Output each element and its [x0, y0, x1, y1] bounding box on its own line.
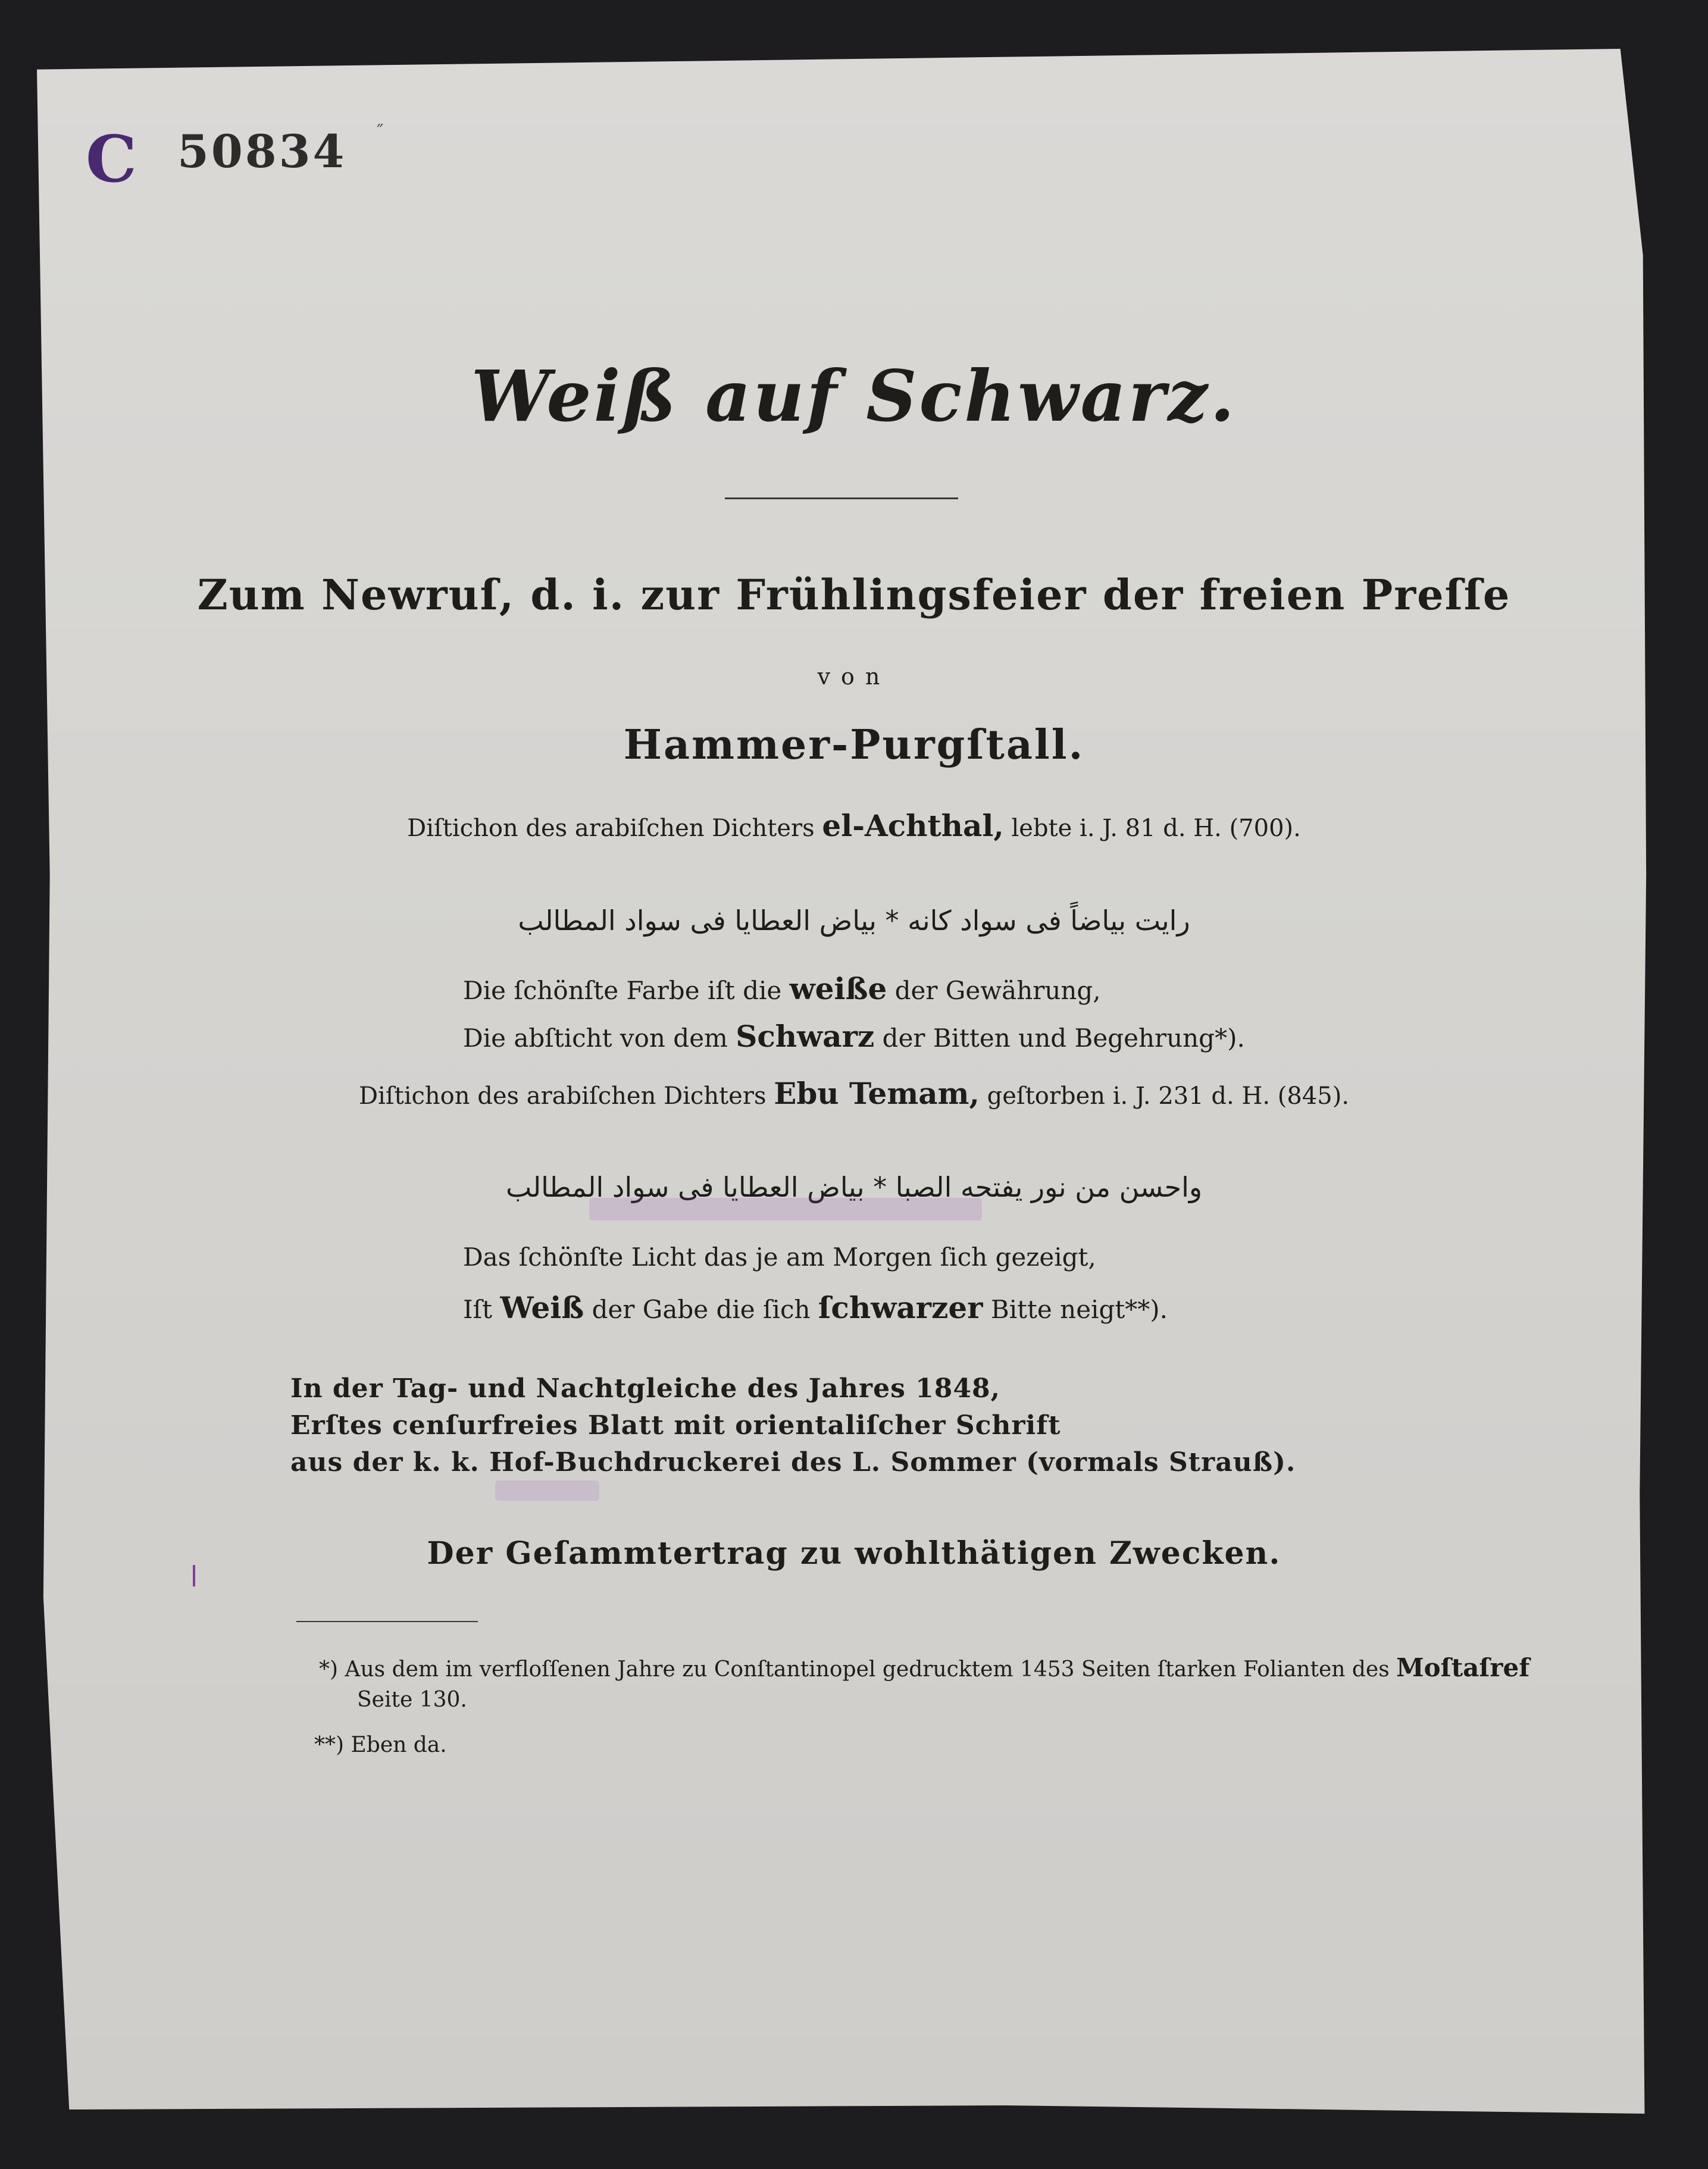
verse-1-line-1 — [463, 971, 1101, 1006]
footnote-1-text: *) Aus dem im verfloſſenen Jahre zu Conſtantinopel gedrucktem 1453 Seiten ſtarken Folianten des — [319, 1657, 1397, 1682]
ink-mark — [193, 1565, 195, 1586]
arabic-verse-1: رايت بياضاً فى سواد كانه * بياض العطايا فى سواد المطالب — [518, 904, 1190, 937]
verse-1-line-1-bold: weiße — [789, 971, 887, 1006]
title-divider — [725, 497, 958, 499]
imprint-line-3: aus der k. k. Hof-Buchdruckerei des L. Sommer (vormals Strauß). — [290, 1447, 1296, 1478]
faded-library-stamp-2 — [495, 1481, 599, 1501]
verse-2-line-1: Das ſchönſte Licht das je am Morgen ſich gezeigt, — [463, 1242, 1096, 1272]
purpose-line: Der Geſammtertrag zu wohlthätigen Zwecken. — [427, 1535, 1281, 1572]
verse-1-line-1-post: der Gewährung, — [887, 976, 1101, 1005]
distich-1-post: lebte i. J. 81 d. H. (700). — [1003, 815, 1301, 842]
footnote-2: **) Eben da. — [314, 1733, 447, 1757]
distich-2-post: geſtorben i. J. 231 d. H. (845). — [979, 1082, 1350, 1110]
author-name: Hammer-Purgſtall. — [623, 721, 1085, 769]
verse-2-line-2-mid: der Gabe die ſich — [584, 1295, 818, 1324]
verse-1-line-2-bold: Schwarz — [736, 1019, 875, 1054]
verse-1-line-2 — [463, 1019, 1245, 1054]
subtitle: Zum Newruſ, d. i. zur Frühlingsfeier der freien Preſſe — [197, 570, 1511, 619]
verse-1-line-1-pre: Die ſchönſte Farbe iſt die — [463, 976, 790, 1005]
verse-2-line-2-bold-1: Weiß — [500, 1290, 584, 1325]
verse-2-line-2-bold-2: ſchwarzer — [818, 1290, 983, 1325]
arabic-verse-2: واحسن من نور يفتحه الصبا * بياض العطايا فى سواد المطالب — [505, 1171, 1203, 1203]
verse-1-line-2-pre: Die abſticht von dem — [463, 1024, 736, 1053]
distich-heading-2 — [0, 1076, 1708, 1111]
distich-2-poet: Ebu Temam, — [774, 1076, 980, 1111]
by-line: von — [817, 663, 891, 690]
distich-1-poet: el-Achthal, — [822, 808, 1004, 843]
footnote-1-bold: Moſtaſref — [1396, 1653, 1530, 1682]
page-title: Weiß auf Schwarz. — [471, 355, 1237, 437]
verse-2-line-2 — [463, 1290, 1168, 1325]
footnote-1 — [319, 1653, 1529, 1682]
archive-stamp-letter: C — [86, 122, 138, 197]
stamp-mark: ˝ — [375, 122, 384, 143]
distich-2-pre: Diſtichon des arabiſchen Dichters — [358, 1082, 774, 1110]
distich-1-pre: Diſtichon des arabiſchen Dichters — [407, 815, 822, 842]
verse-2-line-2-pre: Iſt — [463, 1295, 500, 1324]
distich-heading-1 — [0, 808, 1708, 843]
verse-2-line-2-post: Bitte neigt**). — [983, 1295, 1168, 1324]
imprint-line-2: Erſtes cenſurfreies Blatt mit orientaliſcher Schrift — [290, 1410, 1061, 1441]
archive-stamp-number: 50834 — [177, 125, 347, 178]
footnote-1-line-2: Seite 130. — [357, 1688, 467, 1712]
faded-library-stamp — [589, 1198, 982, 1220]
verse-1-line-2-post: der Bitten und Begehrung*). — [874, 1024, 1245, 1053]
imprint-line-1: In der Tag- und Nachtgleiche des Jahres 1848, — [290, 1373, 1000, 1404]
footnote-divider — [296, 1621, 478, 1622]
